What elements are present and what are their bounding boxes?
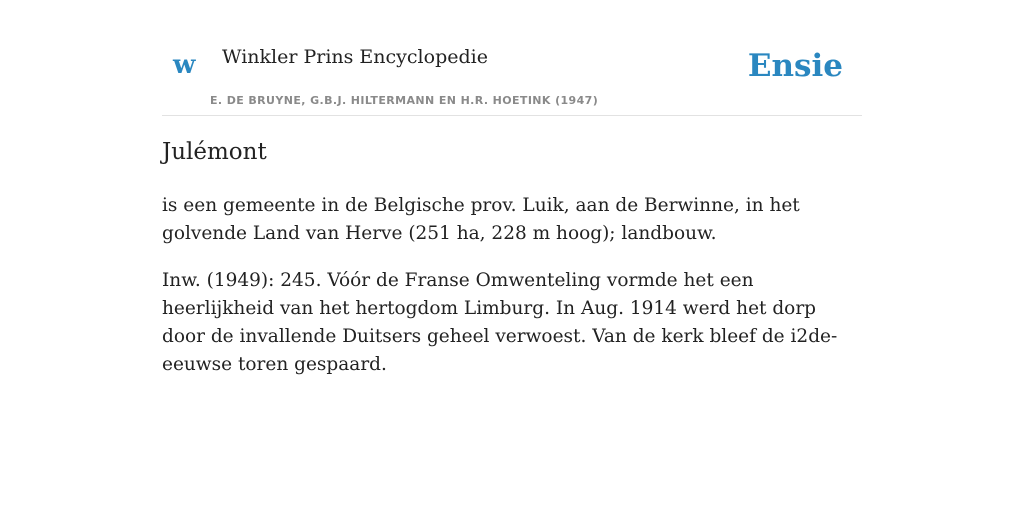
ensie-brand-link[interactable]: Ensie [747, 48, 843, 84]
entry-paragraph: Inw. (1949): 245. Vóór de Franse Omwenteling vormde het een heerlijkheid van het hertogdom Limburg. In Aug. 1914 werd het dorp door de invallende Duitsers geheel verwoest. Van de kerk bleef de i2de-eeuwse toren gespaard. [162, 270, 838, 375]
entry-title: Julémont [162, 139, 267, 165]
source-authors: E. DE BRUYNE, G.B.J. HILTERMANN EN H.R. HOETINK (1947) [210, 94, 599, 107]
entry-body [162, 192, 862, 398]
encyclopedia-logo-icon[interactable]: w [173, 50, 196, 80]
source-title[interactable]: Winkler Prins Encyclopedie [222, 46, 488, 68]
entry-paragraph: is een gemeente in de Belgische prov. Luik, aan de Berwinne, in het golvende Land van Herve (251 ha, 228 m hoog); landbouw. [162, 195, 800, 244]
source-header [162, 0, 862, 116]
page [162, 0, 862, 375]
